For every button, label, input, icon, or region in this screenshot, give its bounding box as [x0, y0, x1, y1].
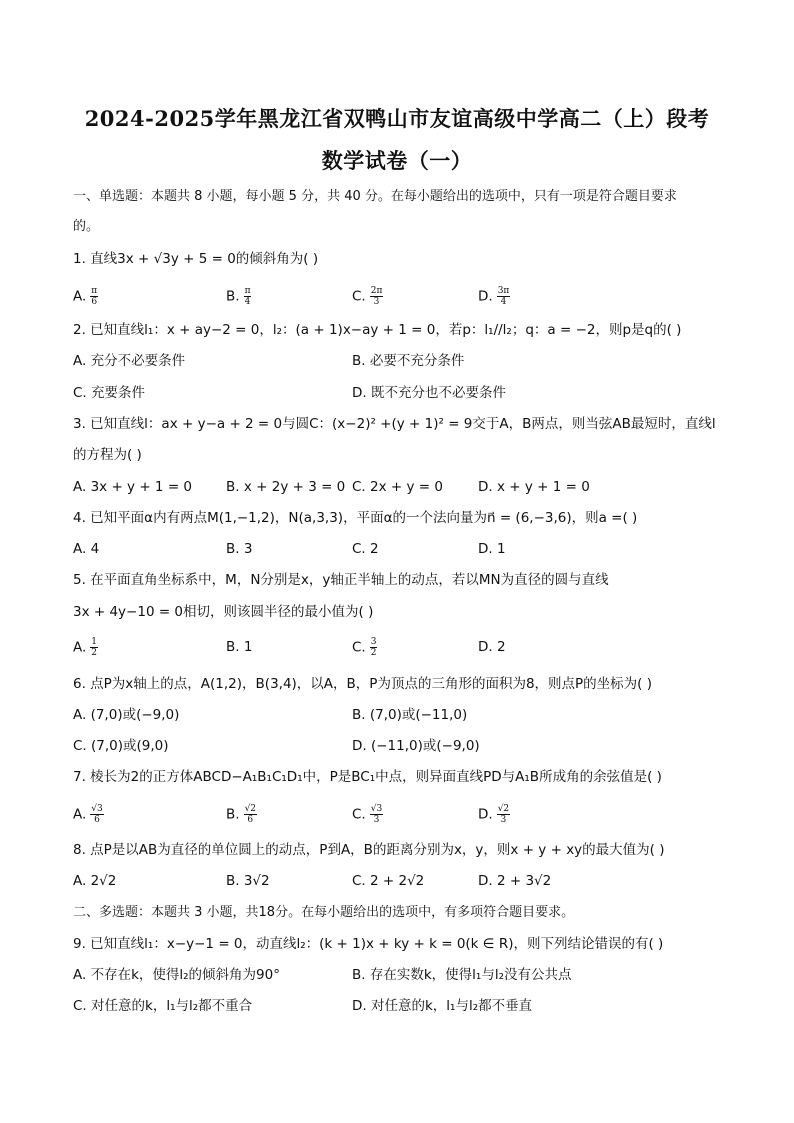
q7-option-a: A. $\frac{√3}{6}$ [73, 804, 103, 825]
question-6: 6. 点P为x轴上的点，A(1,2)，B(3,4)，以A，B，P为顶点的三角形的面积为8，则点P的坐标为( ) [73, 676, 652, 692]
question-5: 5. 在平面直角坐标系中，M，N分别是x，y轴正半轴上的动点，若以MN为直径的圆与直线 [73, 572, 609, 588]
q5-option-b: B. 1 [226, 639, 253, 655]
question-7: 7. 棱长为2的正方体ABCD−A₁B₁C₁D₁中，P是BC₁中点，则异面直线PD与A₁B所成角的余弦值是( ) [73, 769, 662, 785]
q6-option-a: A. (7,0)或(−9,0) [73, 707, 180, 723]
q8-option-d: D. 2 + 3√2 [478, 873, 552, 889]
q5-option-d: D. 2 [478, 639, 506, 655]
q1-option-a: A. $\frac{\pi}{6}$ [73, 286, 98, 307]
question-8: 8. 点P是以AB为直径的单位圆上的动点，P到A，B的距离分别为x，y，则x + y + xy的最大值为( ) [73, 842, 665, 858]
q2-option-b: B. 必要不充分条件 [352, 353, 465, 369]
q9-option-c: C. 对任意的k，l₁与l₂都不重合 [73, 998, 253, 1014]
exam-title-line1: 2024-2025学年黑龙江省双鸭山市友谊高级中学高二（上）段考 [84, 106, 710, 131]
q3-option-d: D. x + y + 1 = 0 [478, 479, 590, 495]
q8-option-b: B. 3√2 [226, 873, 270, 889]
question-4: 4. 已知平面α内有两点M(1,−1,2)，N(a,3,3)，平面α的一个法向量为n⃗ = (6,−3,6)，则a =( ) [73, 510, 638, 526]
q5-option-a: A. $\frac{1}{2}$ [73, 637, 98, 658]
section1-heading-cont: 的。 [73, 219, 100, 234]
question-3-cont: 的方程为( ) [73, 447, 142, 463]
section1-heading: 一、单选题：本题共 8 小题，每小题 5 分，共 40 分。在每小题给出的选项中，只有一项是符合题目要求 [73, 189, 677, 204]
q2-option-d: D. 既不充分也不必要条件 [352, 385, 506, 401]
q8-option-a: A. 2√2 [73, 873, 117, 889]
q4-option-a: A. 4 [73, 541, 100, 557]
exam-title-line2: 数学试卷（一） [321, 148, 473, 173]
q6-option-d: D. (−11,0)或(−9,0) [352, 738, 480, 754]
section2-heading: 二、多选题：本题共 3 小题，共18分。在每小题给出的选项中，有多项符合题目要求。 [73, 905, 575, 920]
question-3: 3. 已知直线l：ax + y−a + 2 = 0与圆C：(x−2)² +(y + 1)² = 9交于A，B两点，则当弦AB最短时，直线l [73, 416, 716, 432]
question-1: 1. 直线3x + √3y + 5 = 0的倾斜角为( ) [73, 251, 319, 267]
question-9: 9. 已知直线l₁：x−y−1 = 0，动直线l₂：(k + 1)x + ky + k = 0(k ∈ R)，则下列结论错误的有( ) [73, 936, 664, 952]
q4-option-b: B. 3 [226, 541, 253, 557]
q5-option-c: C. $\frac{3}{2}$ [352, 637, 377, 658]
q7-option-d: D. $\frac{√2}{3}$ [478, 804, 510, 825]
q2-option-a: A. 充分不必要条件 [73, 353, 186, 369]
q3-option-b: B. x + 2y + 3 = 0 [226, 479, 346, 495]
q7-option-b: B. $\frac{√2}{6}$ [226, 804, 257, 825]
q1-option-d: D. $\frac{3\pi}{4}$ [478, 286, 510, 307]
q8-option-c: C. 2 + 2√2 [352, 873, 425, 889]
q2-option-c: C. 充要条件 [73, 385, 146, 401]
q4-option-d: D. 1 [478, 541, 506, 557]
question-5-cont: 3x + 4y−10 = 0相切，则该圆半径的最小值为( ) [73, 604, 374, 620]
q6-option-b: B. (7,0)或(−11,0) [352, 707, 468, 723]
q1-option-c: C. $\frac{2\pi}{3}$ [352, 286, 383, 307]
q9-option-d: D. 对任意的k，l₁与l₂都不垂直 [352, 998, 533, 1014]
q4-option-c: C. 2 [352, 541, 379, 557]
q3-option-a: A. 3x + y + 1 = 0 [73, 479, 193, 495]
q9-option-a: A. 不存在k，使得l₂的倾斜角为90° [73, 967, 280, 983]
q9-option-b: B. 存在实数k，使得l₁与l₂没有公共点 [352, 967, 572, 983]
q6-option-c: C. (7,0)或(9,0) [73, 738, 169, 754]
q3-option-c: C. 2x + y = 0 [352, 479, 443, 495]
question-2: 2. 已知直线l₁：x + ay−2 = 0，l₂：(a + 1)x−ay + 1 = 0，若p：l₁//l₂；q：a = −2，则p是q的( ) [73, 322, 682, 338]
q1-option-b: B. $\frac{\pi}{4}$ [226, 286, 251, 307]
q7-option-c: C. $\frac{√3}{3}$ [352, 804, 383, 825]
